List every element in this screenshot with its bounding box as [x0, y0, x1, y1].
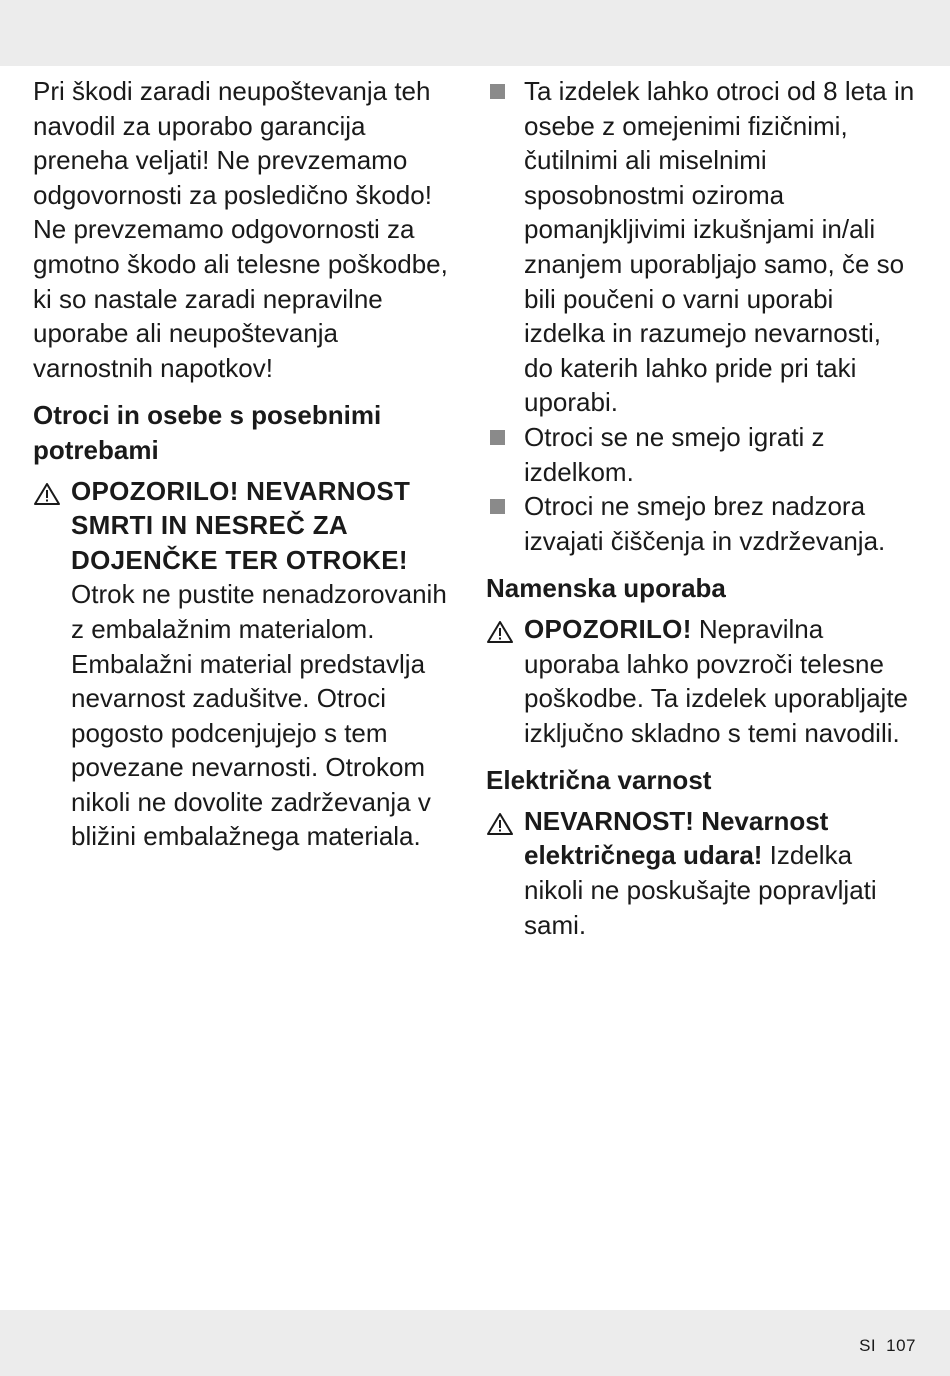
intended-use-warning	[486, 612, 916, 750]
intended-use-warning-text: Nepravilna uporaba lahko povzroči telesne poškodbe. Ta izdelek uporabljajte izključno skladno s temi navodili.	[524, 613, 909, 748]
page-number	[859, 1336, 916, 1356]
electrical-warning-title: NEVARNOST! Nevarnost električnega udara!	[524, 805, 829, 871]
square-bullet-icon	[490, 430, 505, 445]
warning-triangle-icon	[486, 620, 514, 644]
intended-use-warning-title: OPOZORILO!	[524, 613, 692, 644]
warning-triangle-icon	[33, 482, 61, 506]
children-heading: Otroci in osebe s posebnimi potrebami	[33, 400, 382, 465]
header-band	[0, 0, 950, 66]
safety-bullet-list	[486, 74, 916, 558]
children-warning-text: Otrok ne pustite nenadzorovanih z embalažnim materialom. Embalažni material predstavlja nevarnost zadušitve. Otroci pogosto podcenjujejo s tem povezane nevarnosti. Otrokom nikoli ne dovolite zadrževanja v bližini embalažnega materiala.	[71, 579, 447, 852]
list-item	[486, 420, 916, 489]
bullet-text: Otroci ne smejo brez nadzora izvajati čiščenja in vzdrževanja.	[524, 491, 886, 556]
electrical-warning-text: Izdelka nikoli ne poskušajte popravljati sami.	[524, 840, 877, 940]
square-bullet-icon	[490, 499, 505, 514]
right-column	[486, 74, 916, 942]
intended-use-heading: Namenska uporaba	[486, 573, 726, 604]
warranty-paragraph: Pri škodi zaradi neupoštevanja teh navodil za uporabo garancija preneha veljati! Ne prevzemamo odgovornosti za posledično škodo! Ne prevzemamo odgovornosti za gmotno škodo ali telesne poškodbe, ki so nastale zaradi nepravilne uporabe ali neupoštevanja varnostnih napotkov!	[33, 76, 448, 383]
electrical-safety-heading: Električna varnost	[486, 765, 712, 796]
left-column	[33, 74, 465, 854]
language-code: SI	[859, 1336, 877, 1355]
bullet-text: Otroci se ne smejo igrati z izdelkom.	[524, 421, 825, 487]
children-warning	[33, 474, 465, 855]
page-number-value: 107	[886, 1336, 916, 1355]
square-bullet-icon	[490, 84, 505, 99]
children-warning-title: OPOZORILO! NEVARNOST SMRTI IN NESREČ ZA DOJENČKE TER OTROKE!	[71, 475, 411, 575]
bullet-text: Ta izdelek lahko otroci od 8 leta in osebe z omejenimi fizičnimi, čutilnimi ali miselnimi sposobnostmi oziroma pomanjkljivimi izkušnjami in/ali znanjem uporabljajo samo, če so bili poučeni o varni uporabi izdelka in razumejo nevarnosti, do katerih lahko pride pri taki uporabi.	[524, 76, 915, 418]
warning-triangle-icon	[486, 812, 514, 836]
footer-band	[0, 1310, 950, 1376]
list-item	[486, 489, 916, 558]
electrical-warning	[486, 804, 916, 942]
list-item	[486, 74, 916, 420]
